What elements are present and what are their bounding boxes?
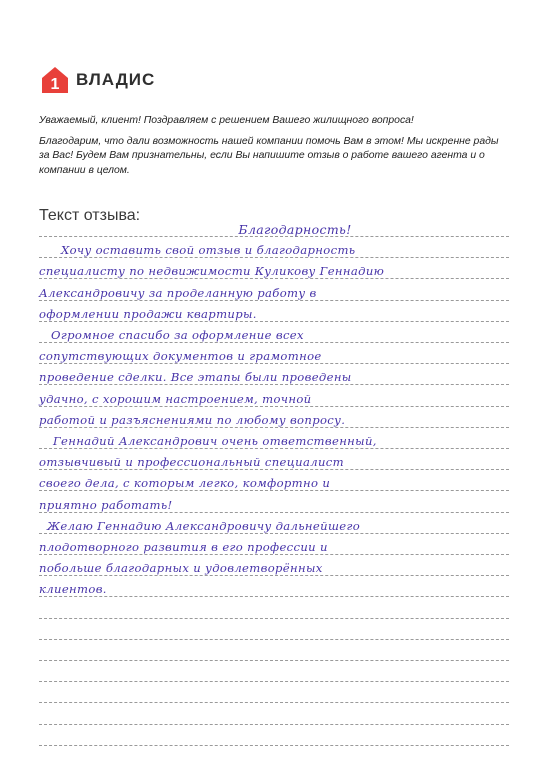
handwritten-line: проведение сделки. Все этапы были проведены bbox=[39, 370, 352, 385]
ruled-line bbox=[39, 554, 509, 555]
ruled-line bbox=[39, 512, 509, 513]
ruled-line bbox=[39, 702, 509, 703]
intro-text bbox=[39, 114, 509, 178]
ruled-line bbox=[39, 660, 509, 661]
ruled-line bbox=[39, 469, 509, 470]
ruled-line bbox=[39, 363, 509, 364]
handwritten-line: Геннадий Александрович очень ответственный, bbox=[53, 434, 377, 448]
handwritten-line: приятно работать! bbox=[39, 497, 173, 512]
handwritten-line: Хочу оставить свой отзыв и благодарность bbox=[61, 243, 356, 258]
ruled-line bbox=[39, 596, 509, 597]
ruled-line bbox=[39, 257, 509, 258]
greeting-paragraph: Уважаемый, клиент! Поздравляем с решением Вашего жилищного вопроса! bbox=[39, 115, 414, 126]
ruled-line bbox=[39, 342, 509, 343]
ruled-line bbox=[39, 321, 509, 322]
request-paragraph: Благодарим, что дали возможность нашей компании помочь Вам в этом! Мы искренне рады за Вас! Будем Вам признательны, если Вы напишите отзыв о работе вашего агента и о компании в целом. bbox=[39, 135, 499, 176]
handwritten-line: Огромное спасибо за оформление всех bbox=[51, 328, 304, 342]
ruled-line bbox=[39, 618, 509, 619]
handwritten-line: отзывчивый и профессиональный специалист bbox=[39, 455, 344, 470]
handwritten-line: удачно, с хорошим настроением, точной bbox=[39, 391, 312, 406]
handwritten-line: специалисту по недвижимости Куликову Геннадию bbox=[39, 264, 385, 279]
house-logo-icon bbox=[41, 66, 69, 94]
handwritten-line: Желаю Геннадию Александровичу дальнейшего bbox=[47, 518, 361, 533]
ruled-line bbox=[39, 490, 509, 491]
ruled-line bbox=[39, 406, 509, 407]
ruled-line bbox=[39, 575, 509, 576]
handwritten-line: Александровичу за проделанную работу в bbox=[39, 285, 317, 300]
handwritten-line: сопутствующих документов и грамотное bbox=[39, 349, 322, 364]
ruled-line bbox=[39, 724, 509, 725]
ruled-line bbox=[39, 639, 509, 640]
brand-name: ВЛАДИС bbox=[76, 70, 156, 89]
ruled-line bbox=[39, 384, 509, 385]
ruled-line bbox=[39, 427, 509, 428]
handwritten-line: своего дела, с которым легко, комфортно и bbox=[39, 476, 331, 491]
ruled-line bbox=[39, 448, 509, 449]
handwritten-line: побольше благодарных и удовлетворённых bbox=[39, 561, 323, 576]
ruled-line bbox=[39, 278, 509, 279]
logo-digit: 1 bbox=[50, 76, 60, 93]
handwritten-line: плодотворного развития в его профессии и bbox=[39, 540, 328, 554]
ruled-line bbox=[39, 745, 509, 746]
handwritten-line: оформлении продажи квартиры. bbox=[39, 306, 257, 321]
review-heading: Текст отзыва: bbox=[39, 207, 141, 224]
ruled-line bbox=[39, 533, 509, 534]
brand-logo bbox=[41, 66, 155, 94]
ruled-line bbox=[39, 300, 509, 301]
review-title-handwritten: Благодарность! bbox=[238, 222, 352, 237]
handwritten-line: работой и разъяснениями по любому вопросу. bbox=[39, 412, 346, 427]
ruled-line bbox=[39, 681, 509, 682]
handwritten-line: клиентов. bbox=[39, 582, 107, 597]
